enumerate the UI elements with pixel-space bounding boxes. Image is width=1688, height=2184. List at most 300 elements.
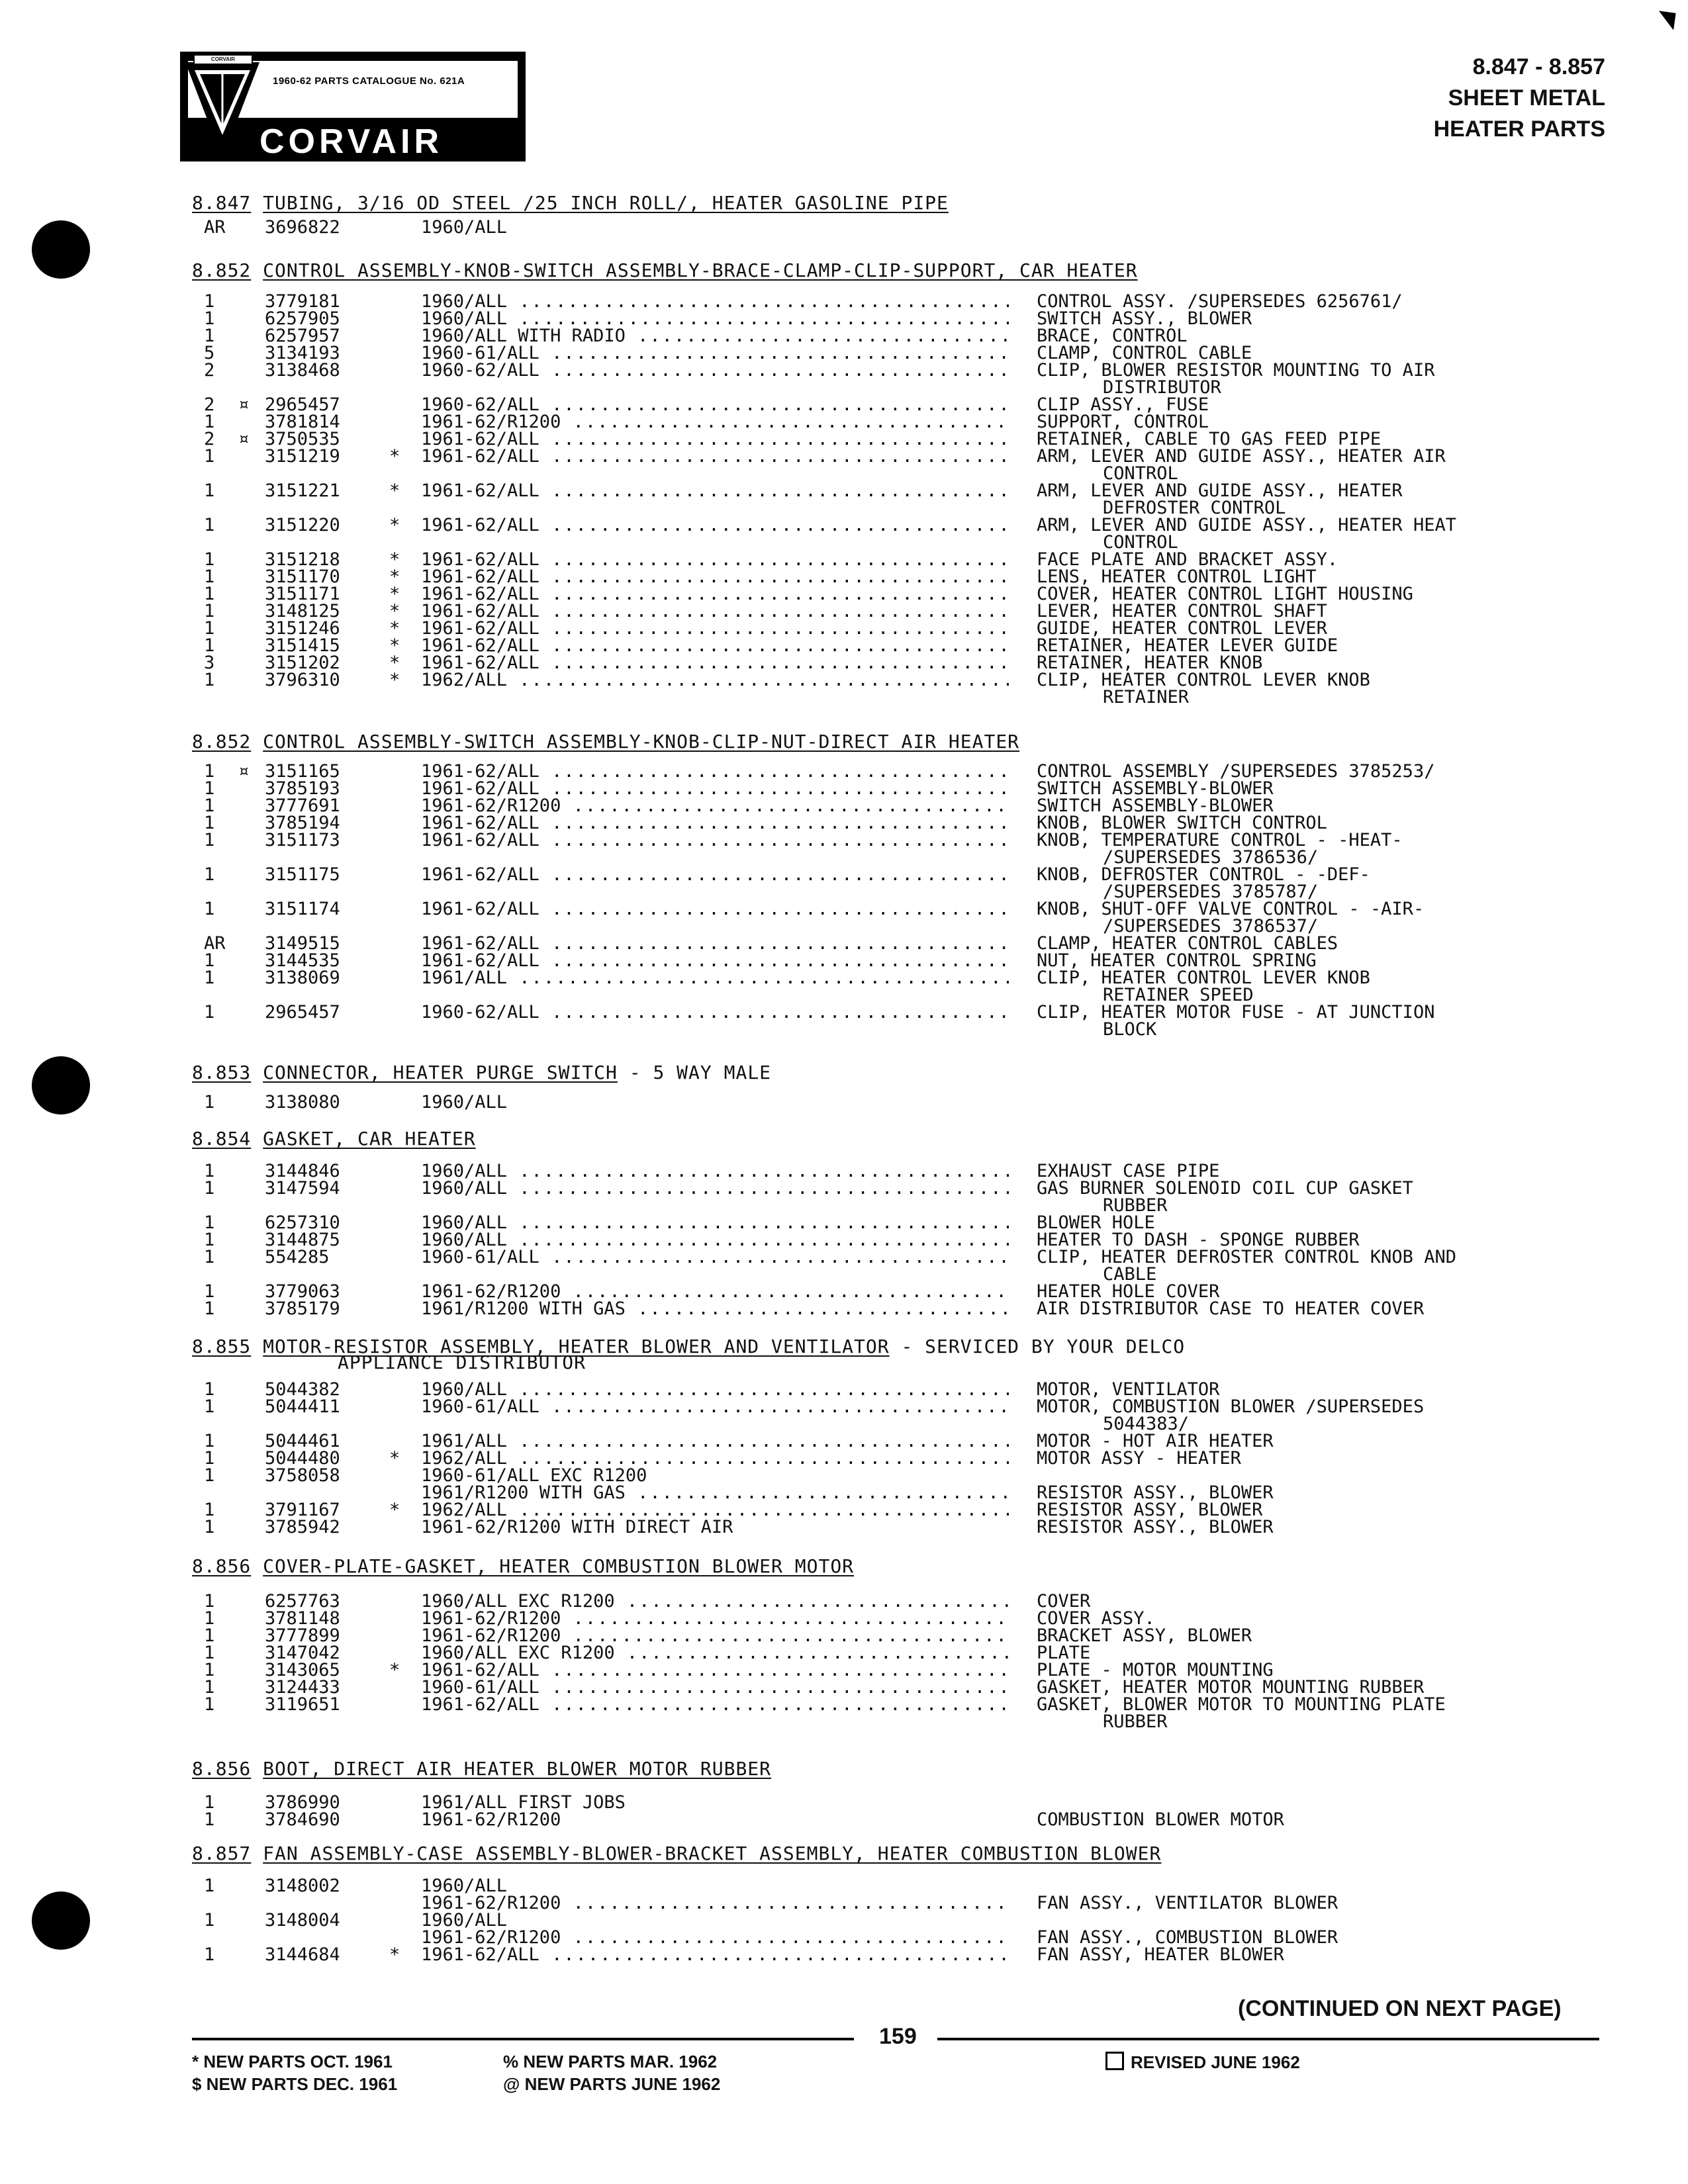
page-title-line2: HEATER PARTS [1433, 116, 1605, 142]
section-number: 8.856 [192, 1758, 252, 1780]
description-continued: /SUPERSEDES 3786537/ [1103, 916, 1319, 936]
section-title: TUBING, 3/16 OD STEEL /25 INCH ROLL/, HEATER GASOLINE PIPE [263, 192, 949, 214]
list-item [0, 1678, 1688, 1696]
application: 1961/ALL FIRST JOBS [421, 1794, 626, 1811]
section-title: GASKET, CAR HEATER [263, 1128, 476, 1150]
list-item [0, 1214, 1688, 1232]
quantity: 1 [204, 1643, 215, 1663]
section-number: 8.847 [192, 192, 252, 214]
description-continued-row [0, 465, 1688, 482]
quantity: 1 [204, 1298, 215, 1319]
part-number: 3138069 [265, 968, 340, 988]
quantity: 1 [204, 1876, 215, 1896]
description-continued: RUBBER [1103, 1195, 1168, 1216]
part-number: 3147594 [265, 1178, 340, 1199]
part-number: 3138080 [265, 1092, 340, 1113]
application: 1961-62/ALL ..... [421, 762, 1009, 780]
quantity: 1 [204, 446, 215, 467]
application: 1961-62/ALL ..... [421, 1696, 1009, 1713]
description-continued-row [0, 688, 1688, 706]
quantity: 1 [204, 1625, 215, 1646]
application: 1961-62/ALL ..... [421, 585, 1009, 603]
list-item [0, 797, 1688, 815]
application: 1960-61/ALL ..... [421, 1678, 1009, 1696]
application: 1960-62/ALL ..... [421, 361, 1009, 379]
application: 1961-62/ALL ..... [421, 568, 1009, 586]
application: 1961/ALL ..... [421, 1432, 1009, 1450]
part-number: 3785194 [265, 813, 340, 833]
description-continued-row [0, 1713, 1688, 1731]
quantity: 2 [204, 429, 215, 449]
list-item [0, 327, 1688, 345]
application: 1961-62/ALL ..... [421, 934, 1009, 952]
list-item [0, 1946, 1688, 1964]
quantity: 1 [204, 618, 215, 639]
quantity: 1 [204, 1092, 215, 1113]
application: 1962/ALL ..... [421, 1501, 1009, 1519]
quantity: 1 [204, 291, 215, 312]
list-item [0, 1093, 1688, 1111]
new-part-mark: * [389, 1500, 400, 1520]
application: 1960-61/ALL ..... [421, 1398, 1009, 1416]
quantity: 1 [204, 1002, 215, 1023]
description-continued: /SUPERSEDES 3786536/ [1103, 847, 1319, 868]
part-number: 3151415 [265, 635, 340, 656]
description: HEATER TO DASH - SPONGE RUBBER [1037, 1230, 1360, 1250]
footnote-revised [1105, 2052, 1300, 2073]
description: ARM, LEVER AND GUIDE ASSY., HEATER [1037, 480, 1403, 501]
part-number: 3151171 [265, 584, 340, 604]
application: 1961-62/ALL ..... [421, 900, 1009, 918]
description: FACE PLATE AND BRACKET ASSY. [1037, 549, 1338, 570]
description: FAN ASSY., COMBUSTION BLOWER [1037, 1927, 1338, 1948]
section-title: BOOT, DIRECT AIR HEATER BLOWER MOTOR RUBBER [263, 1758, 772, 1780]
footnote-new-june-1962: @ NEW PARTS JUNE 1962 [503, 2074, 721, 2094]
list-item [0, 568, 1688, 586]
list-item [0, 430, 1688, 448]
part-number: 3134193 [265, 343, 340, 363]
application: 1960/ALL ..... [421, 1179, 1009, 1197]
list-item [0, 1248, 1688, 1266]
list-item [0, 1283, 1688, 1300]
part-number: 3151220 [265, 515, 340, 535]
application: 1961-62/R1200 ..... [421, 413, 1009, 431]
part-number: 3151218 [265, 549, 340, 570]
list-item [0, 814, 1688, 832]
revised-box-icon [1105, 2052, 1124, 2070]
new-part-mark: * [389, 1660, 400, 1680]
part-number: 6257957 [265, 326, 340, 346]
new-part-mark: * [389, 584, 400, 604]
section-number: 8.856 [192, 1555, 252, 1577]
description: BLOWER HOLE [1037, 1212, 1155, 1233]
list-item [0, 602, 1688, 620]
part-number: 3758058 [265, 1465, 340, 1486]
quantity: 1 [204, 1944, 215, 1965]
quantity: AR [204, 933, 226, 954]
section-heading [192, 731, 1019, 752]
list-item [0, 762, 1688, 780]
list-item [0, 1300, 1688, 1318]
list-item [0, 1661, 1688, 1679]
part-number: 5044480 [265, 1448, 340, 1469]
list-item [0, 1381, 1688, 1398]
quantity: 1 [204, 1212, 215, 1233]
quantity: 1 [204, 1465, 215, 1486]
section-heading [192, 1555, 854, 1577]
description: PLATE [1037, 1643, 1091, 1663]
description: CLIP ASSY., FUSE [1037, 394, 1209, 415]
list-item [0, 1811, 1688, 1829]
application: 1960/ALL ..... [421, 1381, 1009, 1398]
application: 1961-62/ALL ..... [421, 447, 1009, 465]
part-number: 3138468 [265, 360, 340, 381]
list-item [0, 952, 1688, 970]
list-item [0, 516, 1688, 534]
list-item [0, 1592, 1688, 1610]
description: GASKET, HEATER MOTOR MOUNTING RUBBER [1037, 1677, 1425, 1698]
footnote-new-dec-1961: $ NEW PARTS DEC. 1961 [192, 2074, 398, 2094]
description-continued: RETAINER [1103, 687, 1190, 707]
quantity: 1 [204, 549, 215, 570]
list-item [0, 1398, 1688, 1416]
description-continued: CONTROL [1103, 463, 1178, 484]
quantity: AR [204, 217, 226, 238]
list-item [0, 1627, 1688, 1645]
description: COVER, HEATER CONTROL LIGHT HOUSING [1037, 584, 1413, 604]
part-number: 3696822 [265, 217, 340, 238]
application: 1961-62/ALL ..... [421, 602, 1009, 620]
description: BRACE, CONTROL [1037, 326, 1188, 346]
quantity: 1 [204, 813, 215, 833]
list-item [0, 619, 1688, 637]
application: 1961-62/R1200 ..... [421, 1283, 1009, 1300]
description: ARM, LEVER AND GUIDE ASSY., HEATER AIR [1037, 446, 1446, 467]
description: ARM, LEVER AND GUIDE ASSY., HEATER HEAT [1037, 515, 1456, 535]
list-item [0, 413, 1688, 431]
section-title: MOTOR-RESISTOR ASSEMBLY, HEATER BLOWER AND VENTILATOR [263, 1336, 890, 1357]
quantity: 1 [204, 1809, 215, 1830]
description-continued-row [0, 848, 1688, 866]
list-item [0, 310, 1688, 328]
part-number: 3750535 [265, 429, 340, 449]
part-number: 3119651 [265, 1694, 340, 1715]
part-number: 3148004 [265, 1910, 340, 1931]
part-number: 3144846 [265, 1161, 340, 1181]
quantity: 1 [204, 1608, 215, 1629]
description-continued-row [0, 883, 1688, 901]
part-number: 3777691 [265, 796, 340, 816]
description: FAN ASSY, HEATER BLOWER [1037, 1944, 1284, 1965]
description: RETAINER, CABLE TO GAS FEED PIPE [1037, 429, 1382, 449]
description: SWITCH ASSEMBLY-BLOWER [1037, 778, 1274, 799]
list-item [0, 218, 1688, 236]
list-item [0, 1484, 1688, 1502]
section-heading [192, 1128, 476, 1150]
quantity: 1 [204, 308, 215, 329]
list-item [0, 1432, 1688, 1450]
list-item [0, 1877, 1688, 1895]
list-item [0, 1644, 1688, 1662]
quantity: 1 [204, 515, 215, 535]
part-number: 3151173 [265, 830, 340, 850]
part-number: 3779181 [265, 291, 340, 312]
list-item [0, 585, 1688, 603]
list-item [0, 671, 1688, 689]
section-title: COVER-PLATE-GASKET, HEATER COMBUSTION BLOWER MOTOR [263, 1555, 855, 1577]
quantity: 1 [204, 830, 215, 850]
quantity: 1 [204, 1448, 215, 1469]
list-item [0, 361, 1688, 379]
footnote-new-mar-1962: % NEW PARTS MAR. 1962 [503, 2052, 718, 2071]
application: 1960/ALL [421, 1911, 508, 1929]
description: SWITCH ASSY., BLOWER [1037, 308, 1252, 329]
description: CLIP, BLOWER RESISTOR MOUNTING TO AIR [1037, 360, 1435, 381]
corner-mark [1656, 11, 1675, 30]
application: 1961-62/R1200 WITH DIRECT AIR [421, 1518, 733, 1536]
quantity: 1 [204, 1379, 215, 1400]
description-continued: DISTRIBUTOR [1103, 377, 1221, 398]
description: COVER [1037, 1591, 1091, 1612]
corvair-logo [180, 52, 526, 161]
application: 1961-62/ALL ..... [421, 814, 1009, 832]
quantity: 1 [204, 1591, 215, 1612]
description-continued-row [0, 917, 1688, 935]
section-title: CONTROL ASSEMBLY-SWITCH ASSEMBLY-KNOB-CLIP-NUT-DIRECT AIR HEATER [263, 731, 1020, 752]
part-number: 6257763 [265, 1591, 340, 1612]
section-number: 8.852 [192, 259, 252, 281]
description: HEATER HOLE COVER [1037, 1281, 1220, 1302]
quantity: 1 [204, 601, 215, 621]
revision-flag: ¤ [238, 429, 250, 449]
application: 1961-62/ALL ..... [421, 831, 1009, 849]
description: BRACKET ASSY, BLOWER [1037, 1625, 1252, 1646]
application: 1961-62/ALL ..... [421, 430, 1009, 448]
description: LENS, HEATER CONTROL LIGHT [1037, 567, 1317, 587]
description: GASKET, BLOWER MOTOR TO MOUNTING PLATE [1037, 1694, 1446, 1715]
description-continued: BLOCK [1103, 1019, 1157, 1040]
description-continued-row [0, 1265, 1688, 1283]
application: 1960-61/ALL EXC R1200 [421, 1467, 647, 1484]
quantity: 2 [204, 394, 215, 415]
list-item [0, 1449, 1688, 1467]
application: 1960/ALL [421, 1877, 508, 1895]
list-item [0, 780, 1688, 797]
part-number: 3784690 [265, 1809, 340, 1830]
list-item [0, 344, 1688, 362]
application: 1960-62/ALL ..... [421, 396, 1009, 414]
section-title-continued: APPLIANCE DISTRIBUTOR [338, 1351, 586, 1373]
section-heading [192, 1758, 771, 1780]
description: RESISTOR ASSY., BLOWER [1037, 1482, 1274, 1503]
list-item [0, 1003, 1688, 1021]
section-title: FAN ASSEMBLY-CASE ASSEMBLY-BLOWER-BRACKET ASSEMBLY, HEATER COMBUSTION BLOWER [263, 1843, 1162, 1864]
list-item [0, 1794, 1688, 1811]
description: CLAMP, CONTROL CABLE [1037, 343, 1252, 363]
description-continued: RUBBER [1103, 1711, 1168, 1732]
section-heading [192, 192, 949, 214]
description: FAN ASSY., VENTILATOR BLOWER [1037, 1893, 1338, 1913]
application: 1960/ALL ..... [421, 1231, 1009, 1249]
part-number: 3147042 [265, 1643, 340, 1663]
application: 1960/ALL EXC R1200 ..... [421, 1592, 1009, 1610]
description: PLATE - MOTOR MOUNTING [1037, 1660, 1274, 1680]
list-item [0, 396, 1688, 414]
list-item [0, 969, 1688, 987]
list-item [0, 551, 1688, 569]
catalogue-number: 1960-62 PARTS CATALOGUE No. 621A [273, 75, 465, 87]
quantity: 1 [204, 968, 215, 988]
section-range: 8.847 - 8.857 [1472, 54, 1605, 79]
application: 1960/ALL EXC R1200 ..... [421, 1644, 1009, 1662]
section-title: CONTROL ASSEMBLY-KNOB-SWITCH ASSEMBLY-BRACE-CLAMP-CLIP-SUPPORT, CAR HEATER [263, 259, 1138, 281]
section-number: 8.855 [192, 1336, 252, 1357]
quantity: 2 [204, 360, 215, 381]
section-number: 8.857 [192, 1843, 252, 1864]
description-continued-row [0, 986, 1688, 1004]
description: SWITCH ASSEMBLY-BLOWER [1037, 796, 1274, 816]
quantity: 1 [204, 1431, 215, 1451]
list-item [0, 1231, 1688, 1249]
section-heading [192, 1062, 771, 1083]
part-number: 3786990 [265, 1792, 340, 1813]
quantity: 1 [204, 1677, 215, 1698]
description-continued: CONTROL [1103, 532, 1178, 553]
section-number: 8.853 [192, 1062, 252, 1083]
list-item [0, 1911, 1688, 1929]
description: MOTOR, COMBUSTION BLOWER /SUPERSEDES [1037, 1396, 1425, 1417]
part-number: 3151246 [265, 618, 340, 639]
new-part-mark: * [389, 567, 400, 587]
quantity: 1 [204, 1910, 215, 1931]
description: RESISTOR ASSY, BLOWER [1037, 1500, 1263, 1520]
new-part-mark: * [389, 618, 400, 639]
list-item [0, 934, 1688, 952]
description-continued: RETAINER SPEED [1103, 985, 1254, 1005]
quantity: 1 [204, 326, 215, 346]
quantity: 1 [204, 778, 215, 799]
part-number: 5044461 [265, 1431, 340, 1451]
part-number: 3781814 [265, 412, 340, 432]
part-number: 3151202 [265, 653, 340, 673]
section-heading [192, 1843, 1161, 1864]
description: CLIP, HEATER CONTROL LEVER KNOB [1037, 670, 1370, 690]
list-item [0, 482, 1688, 500]
quantity: 1 [204, 670, 215, 690]
list-item [0, 831, 1688, 849]
new-part-mark: * [389, 653, 400, 673]
quantity: 1 [204, 412, 215, 432]
part-number: 3148002 [265, 1876, 340, 1896]
application: 1960-62/ALL ..... [421, 1003, 1009, 1021]
footer-rule-left [192, 2038, 854, 2040]
application: 1960/ALL ..... [421, 1162, 1009, 1180]
new-part-mark: * [389, 515, 400, 535]
description-continued-row [0, 1415, 1688, 1433]
part-number: 5044382 [265, 1379, 340, 1400]
logo-right-bar [518, 52, 526, 118]
quantity: 1 [204, 1396, 215, 1417]
part-number: 3149515 [265, 933, 340, 954]
description-continued-row [0, 1197, 1688, 1214]
quantity: 1 [204, 864, 215, 885]
application: 1961-62/ALL ..... [421, 1946, 1009, 1964]
revision-flag: ¤ [238, 761, 250, 782]
new-part-mark: * [389, 549, 400, 570]
quantity: 1 [204, 635, 215, 656]
list-item [0, 1162, 1688, 1180]
description: KNOB, DEFROSTER CONTROL - -DEF- [1037, 864, 1370, 885]
quantity: 1 [204, 1517, 215, 1537]
list-item [0, 1610, 1688, 1627]
quantity: 1 [204, 1161, 215, 1181]
section-number: 8.852 [192, 731, 252, 752]
page-number: 159 [879, 2024, 917, 2049]
list-item [0, 1501, 1688, 1519]
revision-flag: ¤ [238, 394, 250, 415]
list-item [0, 1179, 1688, 1197]
application: 1960/ALL ..... [421, 1214, 1009, 1232]
part-number: 3779063 [265, 1281, 340, 1302]
section-suffix: - 5 WAY MALE [617, 1062, 772, 1083]
description: CLIP, HEATER CONTROL LEVER KNOB [1037, 968, 1370, 988]
description: KNOB, TEMPERATURE CONTROL - -HEAT- [1037, 830, 1403, 850]
revised-label: REVISED JUNE 1962 [1131, 2052, 1300, 2072]
application: 1961-62/ALL ..... [421, 637, 1009, 655]
quantity: 1 [204, 761, 215, 782]
description: CONTROL ASSY. /SUPERSEDES 6256761/ [1037, 291, 1403, 312]
application: 1960/ALL [421, 1093, 508, 1111]
continued-note: (CONTINUED ON NEXT PAGE) [1238, 1996, 1562, 2021]
part-number: 3151221 [265, 480, 340, 501]
list-item [0, 900, 1688, 918]
application: 1961-62/ALL ..... [421, 866, 1009, 884]
description: LEVER, HEATER CONTROL SHAFT [1037, 601, 1327, 621]
part-number: 2965457 [265, 1002, 340, 1023]
application: 1961-62/R1200 ..... [421, 1894, 1009, 1912]
part-number: 3144875 [265, 1230, 340, 1250]
description: CONTROL ASSEMBLY /SUPERSEDES 3785253/ [1037, 761, 1435, 782]
description-continued: CABLE [1103, 1264, 1157, 1285]
logo-badge-tag: CORVAIR [193, 54, 253, 65]
new-part-mark: * [389, 1944, 400, 1965]
part-number: 3144535 [265, 950, 340, 971]
description: CLAMP, HEATER CONTROL CABLES [1037, 933, 1338, 954]
list-item [0, 293, 1688, 310]
part-number: 6257310 [265, 1212, 340, 1233]
quantity: 1 [204, 480, 215, 501]
description: KNOB, SHUT-OFF VALVE CONTROL - -AIR- [1037, 899, 1425, 919]
application: 1962/ALL ..... [421, 1449, 1009, 1467]
description: MOTOR ASSY - HEATER [1037, 1448, 1241, 1469]
new-part-mark: * [389, 480, 400, 501]
part-number: 3785942 [265, 1517, 340, 1537]
description: RETAINER, HEATER LEVER GUIDE [1037, 635, 1338, 656]
new-part-mark: * [389, 446, 400, 467]
quantity: 1 [204, 1178, 215, 1199]
new-part-mark: * [389, 635, 400, 656]
description: CLIP, HEATER DEFROSTER CONTROL KNOB AND [1037, 1247, 1456, 1267]
description-continued: /SUPERSEDES 3785787/ [1103, 882, 1319, 902]
part-number: 2965457 [265, 394, 340, 415]
part-number: 3777899 [265, 1625, 340, 1646]
description: KNOB, BLOWER SWITCH CONTROL [1037, 813, 1327, 833]
list-item [0, 447, 1688, 465]
quantity: 1 [204, 1500, 215, 1520]
application: 1960/ALL [421, 218, 508, 236]
footer-rule-right [937, 2038, 1599, 2040]
description-continued: DEFROSTER CONTROL [1103, 498, 1286, 518]
